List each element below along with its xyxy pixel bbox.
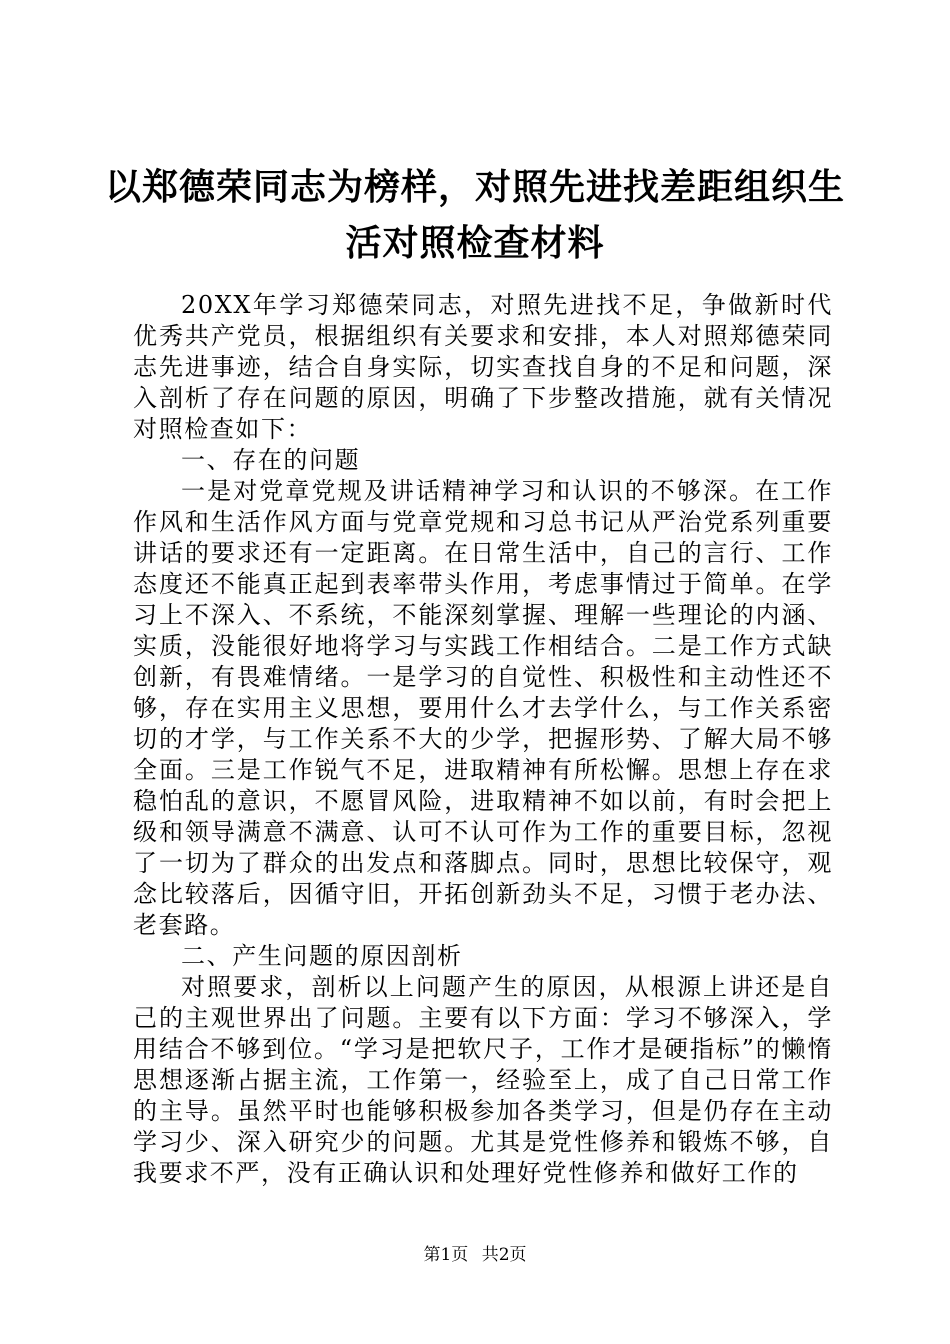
page-total: 共2页 — [481, 1245, 527, 1265]
document-title: 以郑德荣同志为榜样，对照先进找差距组织生活对照检查材料 — [104, 167, 845, 264]
page-number: 第1页 — [423, 1245, 469, 1265]
problems-paragraph: 一是对党章党规及讲话精神学习和认识的不够深。在工作作风和生活作风方面与党章党规和习总书记从严治党系列重要讲话的要求还有一定距离。在日常生活中，自己的言行、工作态度还不能真正起到表率带头作用，考虑事情过于简单。在学习上不深入、不系统，不能深刻掌握、理解一些理论的内涵、实质，没能很好地将学习与实践工作相结合。二是工作方式缺创新，有畏难情绪。一是学习的自觉性、积极性和主动性还不够，存在实用主义思想，要用什么才去学什么，与工作关系密切的才学，与工作关系不大的少学，把握形势、了解大局不够全面。三是工作锐气不足，进取精神有所松懈。思想上存在求稳怕乱的意识，不愿冒风险，进取精神不如以前，有时会把上级和领导满意不满意、认可不认可作为工作的重要目标，忽视了一切为了群众的出发点和落脚点。同时，思想比较保守，观念比较落后，因循守旧，开拓创新劲头不足，习惯于老办法、老套路。 — [133, 477, 833, 939]
causes-paragraph: 对照要求，剖析以上问题产生的原因，从根源上讲还是自己的主观世界出了问题。主要有以下方面：学习不够深入，学用结合不够到位。“学习是把软尺子，工作才是硬指标”的懒惰思想逐渐占据主流，工作第一，经验至上，成了自己日常工作的主导。虽然平时也能够积极参加各类学习，但是仍存在主动学习少、深入研究少的问题。尤其是党性修养和锻炼不够，自我要求不严，没有正确认识和处理好党性修养和做好工作的 — [133, 973, 833, 1187]
section-heading-causes: 二、产生问题的原因剖析 — [181, 942, 463, 970]
section-heading-problems: 一、存在的问题 — [181, 446, 361, 474]
page-footer — [0, 1244, 950, 1266]
document-body — [133, 290, 833, 1189]
intro-paragraph: 20XX年学习郑德荣同志，对照先进找不足，争做新时代优秀共产党员，根据组织有关要求和安排，本人对照郑德荣同志先进事迹，结合自身实际，切实查找自身的不足和问题，深入剖析了存在问题的原因，明确了下步整改措施，就有关情况对照检查如下： — [133, 291, 833, 443]
